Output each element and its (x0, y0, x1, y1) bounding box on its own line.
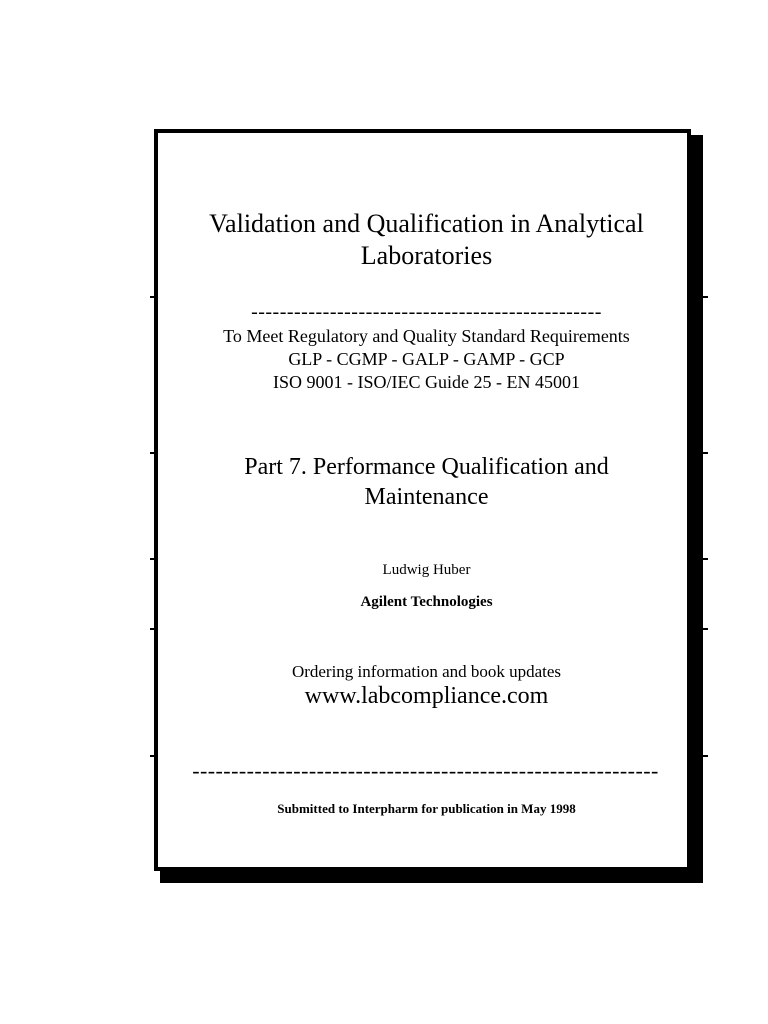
website-link[interactable]: www.labcompliance.com (304, 683, 549, 709)
frame-tick (150, 628, 155, 630)
frame-tick (703, 452, 708, 454)
frame-tick (150, 755, 155, 757)
frame-tick (150, 296, 155, 298)
frame-tick (703, 628, 708, 630)
company-name: Agilent Technologies (360, 594, 493, 610)
part-title-line-2: Maintenance (364, 484, 489, 510)
part-title-line-1: Part 7. Performance Qualification and (244, 454, 609, 480)
subtitle-line-1: To Meet Regulatory and Quality Standard Requirements (223, 326, 630, 346)
author-name: Ludwig Huber (382, 562, 471, 578)
frame-tick (150, 558, 155, 560)
title-line-2: Laboratories (360, 241, 493, 270)
frame-tick (703, 755, 708, 757)
subtitle-line-3: ISO 9001 - ISO/IEC Guide 25 - EN 45001 (273, 372, 580, 392)
frame-tick (703, 296, 708, 298)
frame-tick (703, 558, 708, 560)
title-line-1: Validation and Qualification in Analytical (209, 209, 644, 238)
separator-long: ------------------------------------------------------------ (192, 760, 659, 782)
submission-note: Submitted to Interpharm for publication in May 1998 (277, 801, 576, 816)
subtitle-line-2: GLP - CGMP - GALP - GAMP - GCP (288, 349, 565, 369)
ordering-info: Ordering information and book updates (291, 662, 562, 681)
separator-short: ------------------------------------------------- (251, 301, 602, 323)
